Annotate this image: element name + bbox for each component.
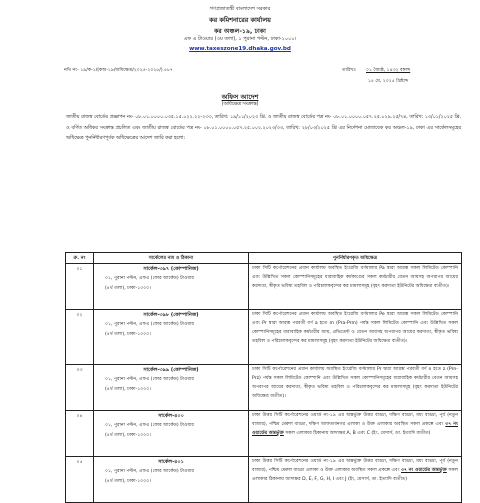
jurisdiction-text: ঢাকা সিটি কর্পোরেশনের প্রধান কার্যালয় অবস্থিত ইংরেজি বর্ণমালার Pr দ্বারা আরম্ভ পরবর্তী বর্ণ n হতে z (Prn-Prz) পর্যন্ত সকল লিমিটেড কোম্পানি এবং উল্লিখিত সকল কোম্পানিসমূহের ধারাবাহিক কর্মচারীর বেতন আয়সহ অপরাপর আয়ের করদাতা, স্বীকৃত ভবিষ্য তহবিল ও পরিচালকবৃন্দের কর মামলাসমূহ (বৃহৎ করদাতা ইউনিটের অধিক্ষেত্র ব্যতীত)। <box>249 365 462 411</box>
jurisdiction-table <box>65 252 462 503</box>
table-row <box>66 411 462 457</box>
jurisdiction-text <box>249 411 462 457</box>
circle-address-line2: (৪র্থ তলা), ঢাকা-১০০০। <box>105 285 151 291</box>
jurisdiction-text-post: সকল এলাকার ঠিকানায় আদ্যক্ষর D, E, F, G, H, I এবং J (ইং, মেসার্স, ডা. ইত্যাদি ব্যতীত) <box>252 467 458 482</box>
circle-name: সার্কেল-৩৯৯ (কোম্পানিজ) <box>143 367 199 373</box>
zone-heading: কর অঞ্চল-১৯, ঢাকা <box>214 28 266 35</box>
date-english: ১৫ মে, ২০২৫ খ্রিষ্টাব্দ <box>368 79 409 84</box>
table-row <box>66 365 462 411</box>
circle-address-line1: ০১, পুরানা পল্টন, এফএ (ফোর আর্কেড) টাওয়ার <box>105 276 194 281</box>
circle-address-line2: (৪র্থ তলা), ঢাকা-১০০০। <box>105 432 151 438</box>
office-heading: কর কমিশনারের কার্যালয় <box>209 16 271 24</box>
row-serial: ০১ <box>66 264 94 310</box>
circle-cell <box>94 264 249 310</box>
circle-address-line1: ০১, পুরানা পল্টন, এফএ (ফোর আর্কেড) টাওয়ার <box>105 322 194 327</box>
jurisdiction-text-pre: ঢাকা উত্তর সিটি কর্পোরেশনের ওয়ার্ড নং-১৯ এর অন্তর্ভুক্ত উত্তর বাড্ডা, দক্ষিণ বাড্ডা, মধ্য বাড্ডা, পূর্ব (নতুন বাজার), পশ্চিম মেরুল বাড্ডা, দক্ষিণ আফতাবনগর এলাকা ও উক্ত এলাকার অবস্থিত সকল প্রকল্পে এবং <box>252 413 458 427</box>
row-serial: ০৩ <box>66 365 94 411</box>
table-row <box>66 264 462 310</box>
circle-address-line2: (৪র্থ তলা), ঢাকা-১০০০। <box>105 478 151 484</box>
circle-cell <box>94 411 249 457</box>
circle-name: সার্কেল-৪০০ <box>158 413 184 419</box>
date-bangla: ০১ জ্যৈষ্ঠ, ১৪৩২ বঙ্গাব্দ <box>366 68 411 73</box>
table-row <box>66 310 462 365</box>
table-header-row <box>66 253 462 264</box>
office-address: এফ এ টাওয়ার (৩য় তলা), ১ পুরানা পল্টন, ঢাকা-১০০০। <box>183 36 297 42</box>
jurisdiction-text-pre: ঢাকা উত্তর সিটি কর্পোরেশনের ওয়ার্ড নং-১৯ এর অন্তর্ভুক্ত উত্তর বাড্ডা, দক্ষিণ বাড্ডা, মধ্য বাড্ডা, পূর্ব (নতুন বাজার), পশ্চিম মেরুল বাড্ডা এলাকা ও উক্ত এলাকার অবস্থিত সকল প্রকল্পে এবং <box>252 459 458 473</box>
circle-address-line2: (৪র্থ তলা), ঢাকা-১০০০। <box>105 331 151 337</box>
row-serial: ০৪ <box>66 411 94 457</box>
ward-highlight: ৩৭ নং ওয়ার্ডের অন্তর্ভুক্ত <box>252 421 458 436</box>
website-link[interactable]: www.taxeszone19.dhaka.gov.bd <box>189 46 291 52</box>
order-title: অফিস আদেশ <box>221 93 259 101</box>
government-heading: গণপ্রজাতন্ত্রী বাংলাদেশ সরকার <box>209 6 271 12</box>
circle-name: সার্কেল-৩৯৮ (কোম্পানিজ) <box>143 312 199 318</box>
circle-address-line1: ০১, পুরানা পল্টন, এফএ (ফোর আর্কেড) টাওয়ার <box>105 469 194 474</box>
circle-address-line1: ০১, পুরানা পল্টন, এফএ (ফোর আর্কেড) টাওয়ার <box>105 377 194 382</box>
circle-cell <box>94 310 249 365</box>
circle-cell <box>94 365 249 411</box>
circle-address-line2: (৪র্থ তলা), ঢাকা-১০০০। <box>105 386 151 392</box>
header-serial: ক্র. নং <box>66 253 94 264</box>
header-circle-name: সার্কেলের নাম ও ঠিকানা <box>94 253 249 264</box>
ward-highlight: ৩৭ নং ওয়ার্ডের অন্তর্ভুক্ত <box>401 467 447 473</box>
circle-name: সার্কেল-৩৯৭ (কোম্পানিজ) <box>143 266 199 272</box>
file-number: নথি নং- ১৯/ক-১/(কঅ-১৯/অধিক্ষেত্র/২০২৫-২০২৫/) ৫৮৭ <box>64 68 174 73</box>
jurisdiction-text-post: সকল এলাকার ঠিকানায় আদ্যক্ষর A, B এবং C (ইং, মেসার্স, ডা. ইত্যাদি ব্যতীত) <box>283 430 431 436</box>
row-serial: ০২ <box>66 310 94 365</box>
jurisdiction-text: ঢাকা সিটি কর্পোরেশনের প্রধান কার্যালয় অবস্থিত ইংরেজি বর্ণমালার Pa দ্বারা আরম্ভ সকল লিমিটেড কোম্পানি এবং উল্লিখিত সকল কোম্পানিসমূহের ধারাবাহিক কর্মকাণ্ডের সকল কর্মচারীর বেতন আয়সহ অপরাপর আয়ের করদাতা, স্বীকৃত ভবিষ্য তহবিল ও পরিচালকবৃন্দের কর মামলাসমূহ (বৃহৎ করদাতা ইউনিটের অধিক্ষেত্র ব্যতীত)। <box>249 264 462 310</box>
order-body-text: জাতীয় রাজস্ব বোর্ডের প্রজ্ঞাপন নং- ০৮.০১.০০০০.০৩৫.১৫.০২২.২২-২৩৩, তারিখ: ১৯/১১/২০২৩ খ্রি. ও জাতীয় রাজস্ব বোর্ডের পত্র নং- ০৮.০১.০০০০.০৫৭.২৫.০২৯.২৫/৭৪, তারিখ: ১৩/০১/২০২৫ খ্রি. ও বর্ণিত অধিকর সংক্রান্ত প্রচলিত এবং জাতীয় রাজস্ব বোর্ডের পত্র নং- ০৮.০১.০০০০.০৫৭.২৫.০০২.২০২৩/৩৩, তারিখ: ২৮/০৩/২০২৫ খ্রি এর নির্দেশনা মোতাবেক কর অঞ্চল-১৯, ঢাকা এর সার্কেলসমূহের অধিক্ষেত্র পুনর্নির্ধারণপূর্বক অধিক্ষেত্রের আদেশ জারি করা হলো: <box>66 115 461 141</box>
header-jurisdiction: পুনর্নির্ধারণকৃত অধিক্ষেত্র <box>249 253 462 264</box>
order-subtitle: (অধিক্ষেত্র সংক্রান্ত) <box>221 102 259 107</box>
row-serial: ০৫ <box>66 457 94 503</box>
jurisdiction-text: ঢাকা সিটি কর্পোরেশনের প্রধান কার্যালয় অবস্থিত ইংরেজি বর্ণমালার Pe দ্বারা আরম্ভ সকল লিমিটেড কোম্পানি এবং Pr দ্বারা আরম্ভ পরবর্তী বর্ণ a হতে m (Pra-Prm) পর্যন্ত সকল লিমিটেড কোম্পানি এবং উল্লিখিত সকল কোম্পানিসমূহের ধারাবাহিক কর্মচারীর আয়, প্রভিডেন্ট ও বেতন আয়সহ অপরাপর আয়ের করদাতা, স্বীকৃত ভবিষ্য তহবিল ও পরিচালকবৃন্দের কর মামলাসমূহ (বৃহৎ করদাতা ইউনিটের অধিক্ষেত্র ব্যতীত)। <box>249 310 462 365</box>
circle-name: সার্কেল-৪০১ <box>158 459 184 465</box>
circle-address-line1: ০১, পুরানা পল্টন, এফএ (ফোর আর্কেড) টাওয়ার <box>105 423 194 428</box>
date-label: তারিখঃ <box>342 68 357 73</box>
